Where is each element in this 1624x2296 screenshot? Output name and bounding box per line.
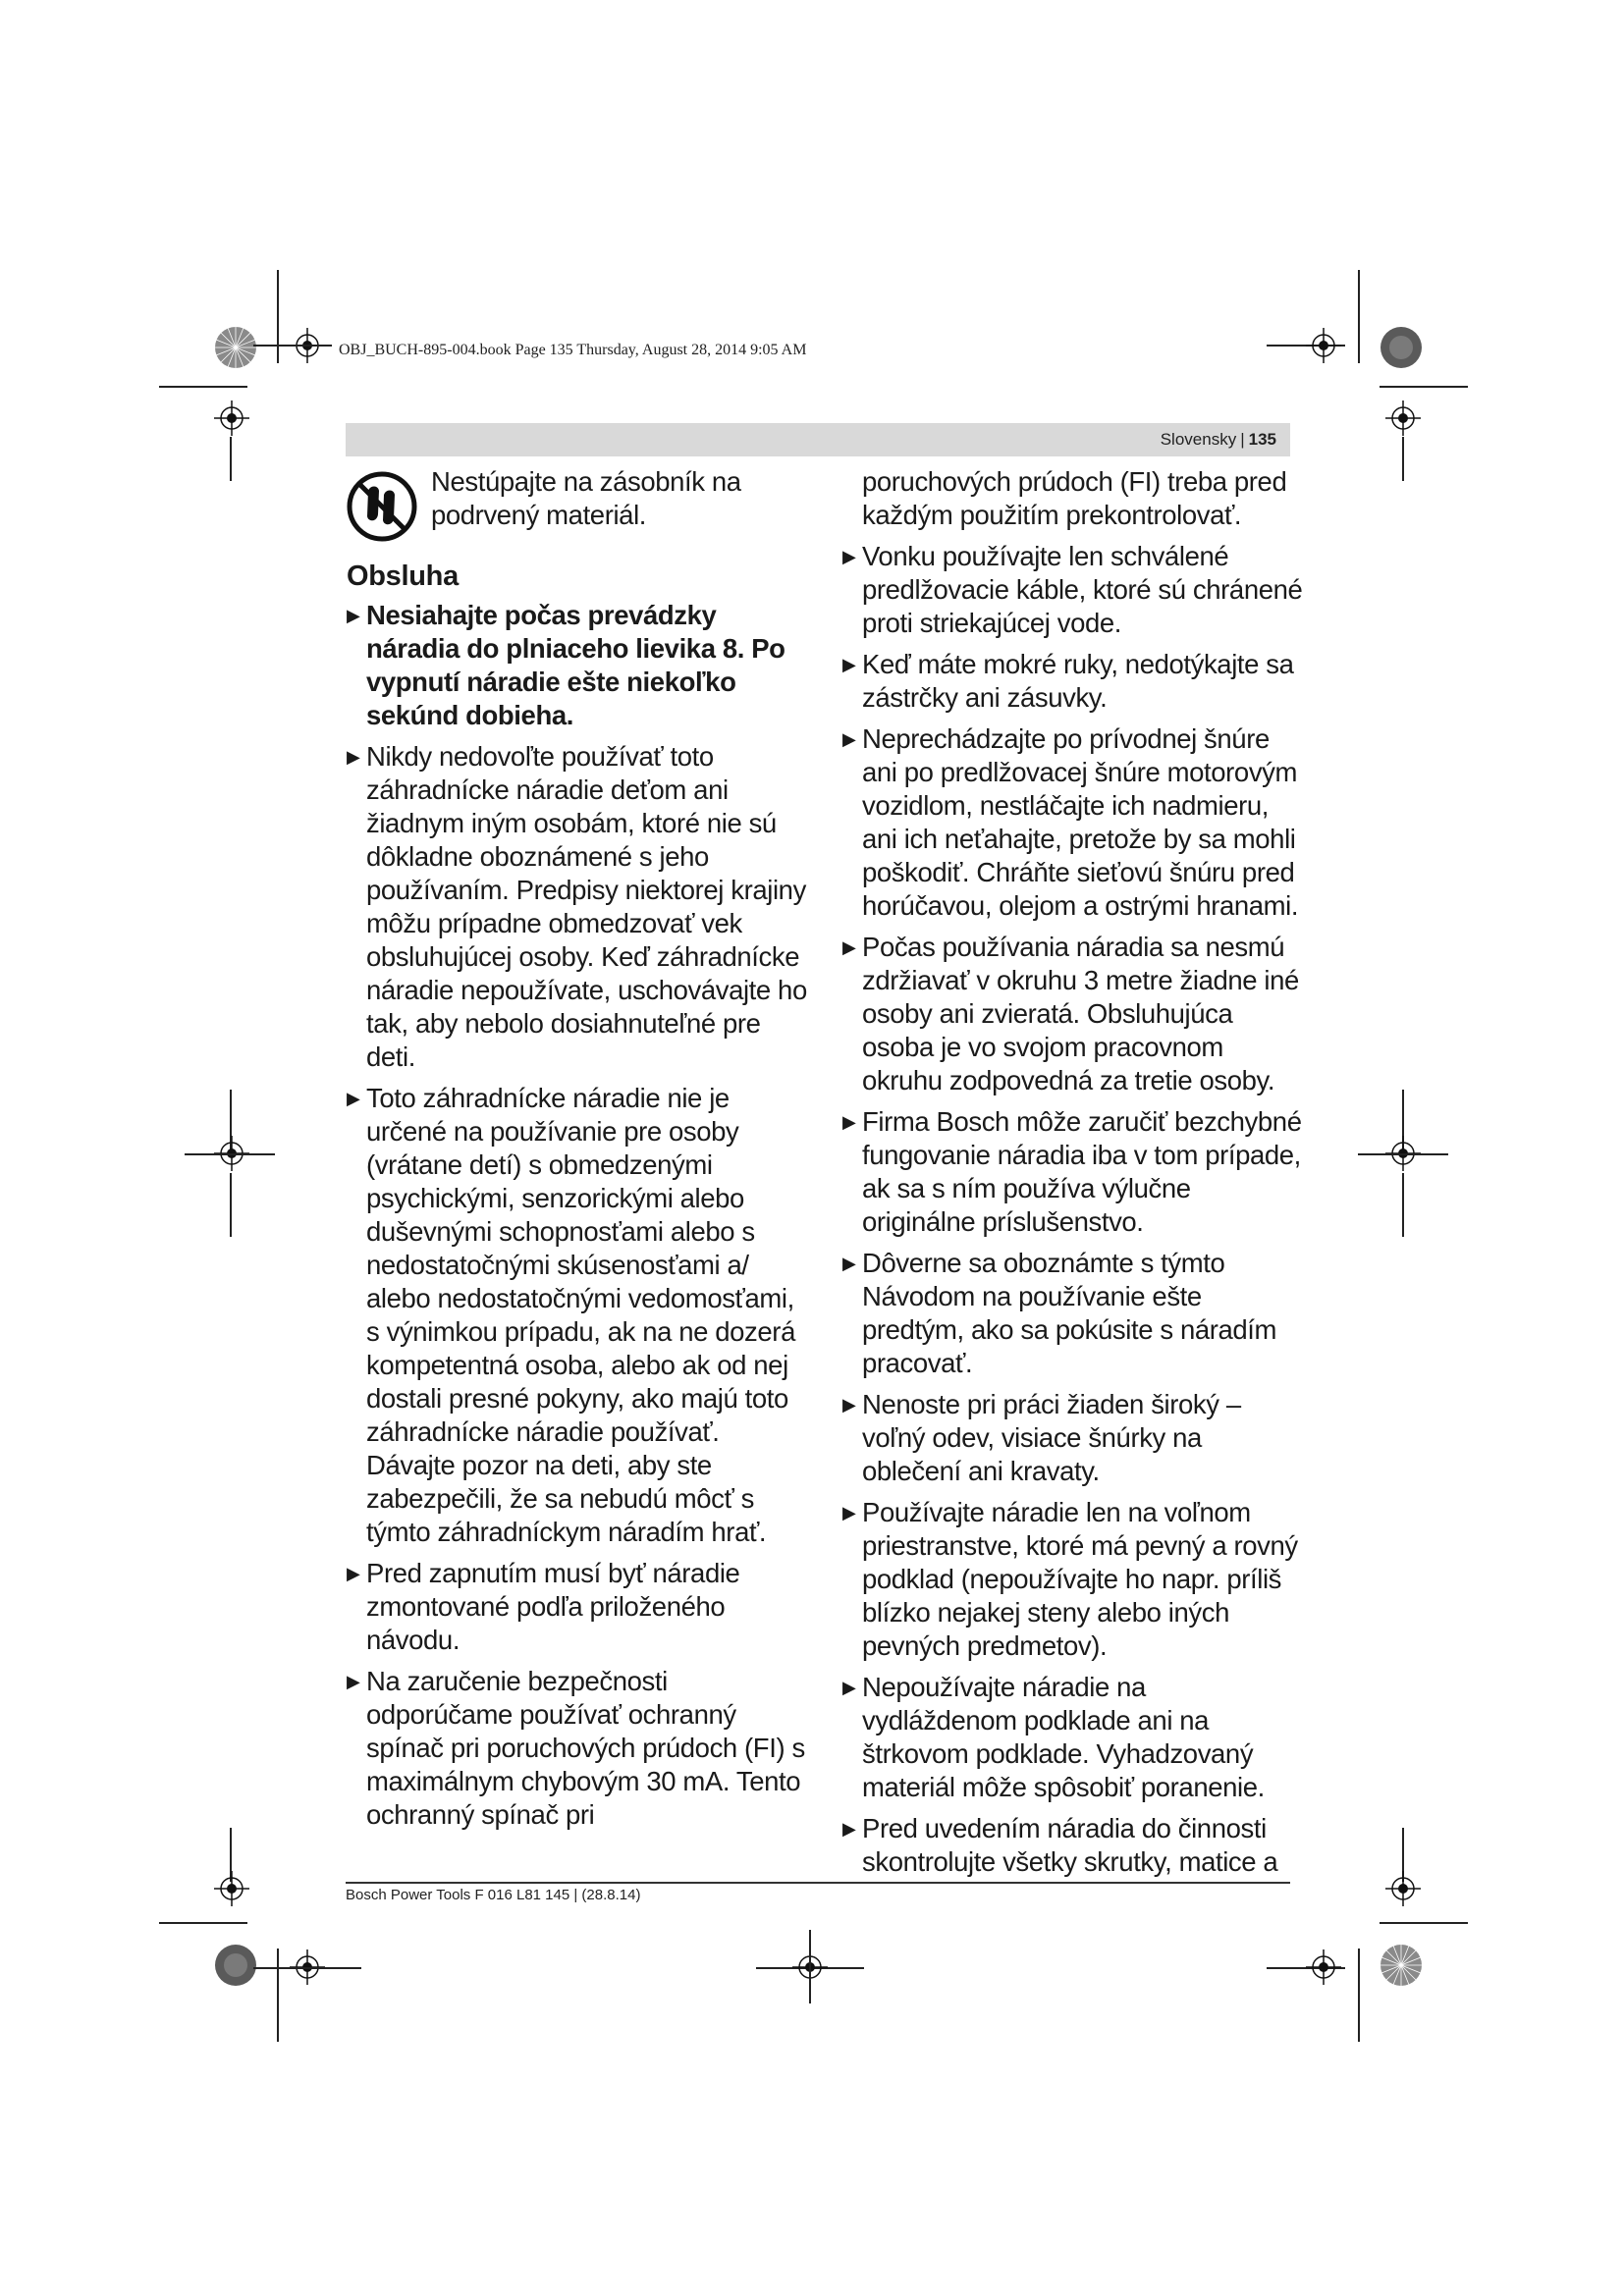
list-item: ▶ Používajte náradie len na voľnom priestranstve, ktoré má pevný a rovný podklad (nepoužívajte ho napr. príliš blízko nejakej steny alebo iných pevných predmetov).: [842, 1497, 1298, 1661]
registration-mark-icon: [214, 1871, 249, 1906]
triangle-bullet-icon: ▶: [842, 547, 856, 566]
list-item: ▶ Nesiahajte počas prevádzky náradia do plniaceho lievika 8. Po vypnutí náradie ešte niekoľko sekúnd dobieha.: [347, 600, 785, 730]
registration-mark-icon: [1306, 328, 1341, 363]
running-head-language: Slovensky: [1160, 430, 1237, 449]
color-target-icon: [214, 1944, 257, 1987]
triangle-bullet-icon: ▶: [347, 1672, 360, 1691]
running-head-separator: |: [1240, 430, 1245, 449]
no-step-icon: [347, 471, 417, 542]
list-item: ▶ Vonku používajte len schválené predlžovacie káble, ktoré sú chránené proti striekajúcej vode.: [842, 541, 1303, 638]
left-column: [347, 465, 808, 1840]
list-item: ▶ Pred uvedením náradia do činnosti skontrolujte všetky skrutky, matice a: [842, 1813, 1278, 1877]
list-item: ▶ Keď máte mokré ruky, nedotýkajte sa zástrčky ani zásuvky.: [842, 649, 1294, 713]
running-head-band: [346, 423, 1290, 456]
registration-mark-icon: [214, 400, 249, 436]
print-header: OBJ_BUCH-895-004.book Page 135 Thursday, August 28, 2014 9:05 AM: [339, 342, 807, 358]
triangle-bullet-icon: ▶: [842, 655, 856, 674]
registration-mark-icon: [1306, 1949, 1341, 1985]
triangle-bullet-icon: ▶: [842, 1503, 856, 1522]
triangle-bullet-icon: ▶: [842, 1678, 856, 1697]
triangle-bullet-icon: ▶: [842, 937, 856, 957]
warning-text: Nestúpajte na zásobník na podrvený materiál.: [431, 466, 741, 530]
list-item: ▶ Pred zapnutím musí byť náradie zmontované podľa priloženého návodu.: [347, 1558, 740, 1655]
section-heading: Obsluha: [347, 561, 459, 592]
triangle-bullet-icon: ▶: [842, 1112, 856, 1132]
triangle-bullet-icon: ▶: [347, 1089, 360, 1108]
color-target-icon: [214, 326, 257, 369]
list-item: ▶ Firma Bosch môže zaručiť bezchybné fungovanie náradia iba v tom prípade, ak sa s ním používa výlučne originálne príslušenstvo.: [842, 1106, 1302, 1237]
footer-rule: [346, 1882, 1290, 1884]
list-item: ▶ Na zaručenie bezpečnosti odporúčame používať ochranný spínač pri poruchových prúdoch (FI) s maximálnym chybovým 30 mA. Tento ochranný spínač pri: [347, 1666, 805, 1830]
registration-mark-icon: [1385, 1871, 1421, 1906]
registration-mark-icon: [1385, 400, 1421, 436]
triangle-bullet-icon: ▶: [347, 1564, 360, 1583]
triangle-bullet-icon: ▶: [842, 1819, 856, 1839]
warning-block: [347, 465, 808, 542]
list-item: ▶ Neprechádzajte po prívodnej šnúre ani po predlžovacej šnúre motorovým vozidlom, nestláčajte ich nadmieru, ani ich neťahajte, pretože by sa mohli poškodiť. Chráňte sieťovú šnúru pred horúčavou, olejom a ostrými hranami.: [842, 723, 1299, 921]
page-number: 135: [1248, 430, 1276, 449]
color-target-icon: [1380, 326, 1423, 369]
list-item: ▶ Nikdy nedovoľte používať toto záhradnícke náradie deťom ani žiadnym iným osobám, ktoré nie sú dôkladne oboznámené s jeho používaním. Predpisy niektorej krajiny môžu prípadne obmedzovať vek obsluhujúcej osoby. Keď záhradnícke náradie nepoužívate, uschovávajte ho tak, aby nebolo dosiahnuteľné pre deti.: [347, 741, 807, 1072]
triangle-bullet-icon: ▶: [347, 606, 360, 625]
color-target-icon: [1380, 1944, 1423, 1987]
triangle-bullet-icon: ▶: [842, 1254, 856, 1273]
right-column: [842, 465, 1304, 1887]
triangle-bullet-icon: ▶: [842, 1395, 856, 1415]
triangle-bullet-icon: ▶: [842, 729, 856, 749]
list-item: ▶ Nepoužívajte náradie na vydláždenom podklade ani na štrkovom podklade. Vyhadzovaný materiál môže spôsobiť poranenie.: [842, 1672, 1265, 1802]
list-item: ▶ Počas používania náradia sa nesmú zdržiavať v okruhu 3 metre žiadne iné osoby ani zvieratá. Obsluhujúca osoba je vo svojom pracovnom okruhu zodpovedná za tretie osoby.: [842, 932, 1299, 1095]
list-item: ▶ Dôverne sa oboznámte s týmto Návodom na používanie ešte predtým, ako sa pokúsite s náradím pracovať.: [842, 1248, 1277, 1378]
list-item: ▶ Nenoste pri práci žiaden široký – voľný odev, visiace šnúrky na oblečení ani kravaty.: [842, 1389, 1241, 1486]
running-head: [1161, 430, 1276, 450]
triangle-bullet-icon: ▶: [347, 747, 360, 767]
list-item: ▶ Toto záhradnícke náradie nie je určené na používanie pre osoby (vrátane detí) s obmedzenými psychickými, senzorickými alebo duševnými schopnosťami alebo s nedostatočnými skúsenosťami a/ alebo nedostatočnými vedomosťami, s výnimkou prípadu, ak na ne dozerá kompetentná osoba, alebo ak od nej dostali presné pokyny, ako majú toto záhradnícke náradie používať. Dávajte pozor na deti, aby ste zabezpečili, že sa nebudú môcť s týmto záhradníckym náradím hrať.: [347, 1083, 795, 1547]
footer-text: Bosch Power Tools F 016 L81 145 | (28.8.14): [346, 1887, 641, 1903]
continued-paragraph: poruchových prúdoch (FI) treba pred každým použitím prekontrolovať.: [862, 466, 1287, 530]
